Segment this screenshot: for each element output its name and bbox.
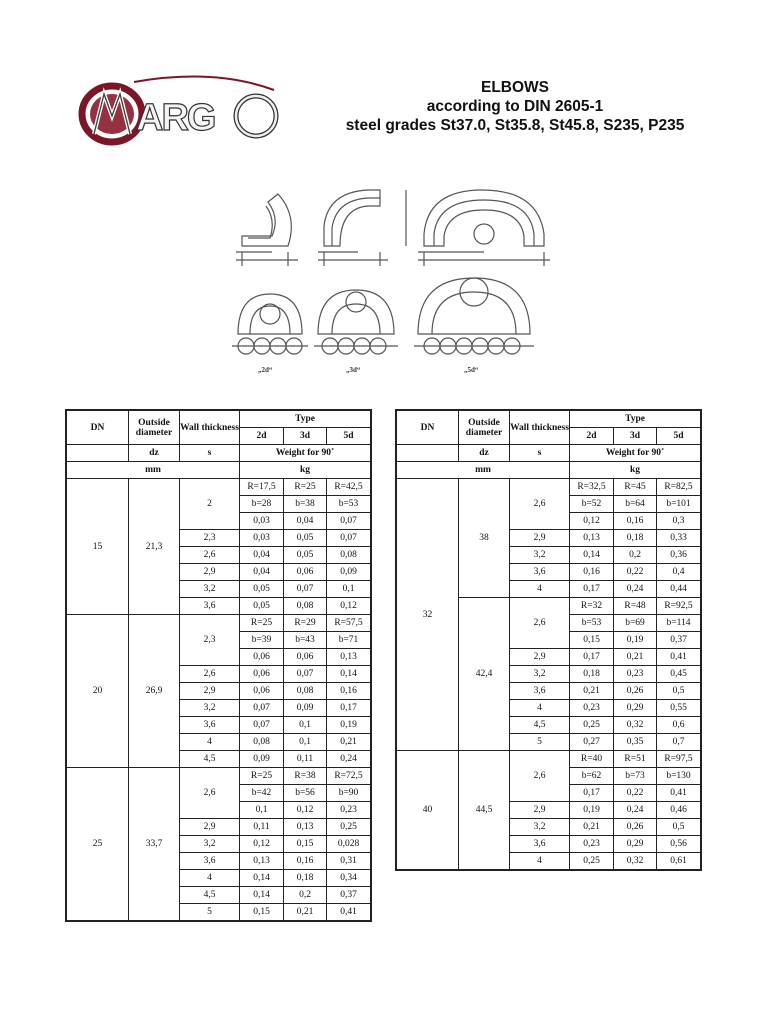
weight-cell: 0,07 (240, 717, 284, 734)
header-s: s (510, 445, 570, 462)
margo-logo (74, 72, 284, 150)
b-dimension-cell: b=130 (657, 768, 701, 785)
wall-thickness-cell: 2,6 (180, 768, 240, 819)
weight-cell: 0,17 (570, 785, 614, 802)
weight-cell: 0,05 (240, 581, 284, 598)
table-row (67, 479, 371, 496)
b-dimension-cell: b=43 (284, 632, 327, 649)
wall-thickness-cell: 4 (510, 581, 570, 598)
weight-cell: 0,06 (240, 666, 284, 683)
weight-cell: 0,37 (327, 887, 371, 904)
wall-thickness-cell: 4,5 (510, 717, 570, 734)
weight-cell: 0,1 (240, 802, 284, 819)
weight-cell: 0,23 (327, 802, 371, 819)
weight-cell: 0,41 (657, 649, 701, 666)
elbow-table-left (66, 410, 371, 921)
weight-cell: 0,55 (657, 700, 701, 717)
document-title (330, 78, 700, 135)
wall-thickness-cell: 2,6 (510, 598, 570, 649)
weight-cell: 0,14 (570, 547, 614, 564)
header-dn: DN (397, 411, 459, 445)
wall-thickness-cell: 3,2 (180, 700, 240, 717)
elbow-180-drawing (418, 190, 550, 266)
weight-cell: 0,07 (284, 581, 327, 598)
header-kg: kg (240, 462, 371, 479)
header-blank (67, 445, 129, 462)
weight-cell: 0,19 (614, 632, 657, 649)
wall-thickness-cell: 3,6 (180, 717, 240, 734)
header-type: Type (570, 411, 701, 428)
b-dimension-cell: b=52 (570, 496, 614, 513)
b-dimension-cell: b=56 (284, 785, 327, 802)
table-row (397, 479, 701, 496)
weight-cell: 0,44 (657, 581, 701, 598)
header-type: Type (240, 411, 371, 428)
label-3d: „3d“ (346, 366, 361, 374)
dn-cell: 25 (67, 768, 129, 921)
weight-cell: 0,14 (240, 870, 284, 887)
radius-cell: R=17,5 (240, 479, 284, 496)
weight-cell: 0,06 (284, 649, 327, 666)
wall-thickness-cell: 5 (180, 904, 240, 921)
weight-cell: 0,22 (614, 785, 657, 802)
weight-cell: 0,17 (570, 581, 614, 598)
weight-cell: 0,56 (657, 836, 701, 853)
wall-thickness-cell: 2,3 (180, 530, 240, 547)
weight-cell: 0,08 (284, 683, 327, 700)
weight-cell: 0,41 (327, 904, 371, 921)
header-s: s (180, 445, 240, 462)
elbow-3d-drawing (314, 290, 398, 354)
weight-cell: 0,21 (284, 904, 327, 921)
weight-cell: 0,24 (614, 581, 657, 598)
wall-thickness-cell: 4 (180, 734, 240, 751)
dn-cell: 32 (397, 479, 459, 751)
weight-cell: 0,25 (327, 819, 371, 836)
weight-cell: 0,26 (614, 819, 657, 836)
weight-cell: 0,16 (284, 853, 327, 870)
radius-cell: R=97,5 (657, 751, 701, 768)
weight-cell: 0,29 (614, 836, 657, 853)
weight-cell: 0,03 (240, 530, 284, 547)
outside-diameter-cell: 42,4 (459, 598, 510, 751)
table-row (67, 768, 371, 785)
wall-thickness-cell: 4,5 (180, 751, 240, 768)
weight-cell: 0,5 (657, 683, 701, 700)
weight-cell: 0,028 (327, 836, 371, 853)
weight-cell: 0,04 (284, 513, 327, 530)
weight-cell: 0,27 (570, 734, 614, 751)
weight-cell: 0,08 (284, 598, 327, 615)
header-2d: 2d (570, 428, 614, 445)
header-5d: 5d (327, 428, 371, 445)
b-dimension-cell: b=39 (240, 632, 284, 649)
wall-thickness-cell: 4,5 (180, 887, 240, 904)
header-outside-diameter: Outside diameter (459, 411, 510, 445)
weight-cell: 0,07 (327, 513, 371, 530)
b-dimension-cell: b=69 (614, 615, 657, 632)
wall-thickness-cell: 3,6 (510, 564, 570, 581)
elbow-45-drawing (236, 194, 298, 266)
radius-cell: R=42,5 (327, 479, 371, 496)
radius-cell: R=72,5 (327, 768, 371, 785)
b-dimension-cell: b=28 (240, 496, 284, 513)
outside-diameter-cell: 26,9 (129, 615, 180, 768)
elbow-2d-drawing (232, 294, 308, 354)
weight-cell: 0,3 (657, 513, 701, 530)
title-line-3: steel grades St37.0, St35.8, St45.8, S235, P235 (345, 117, 685, 134)
table-row (67, 615, 371, 632)
b-dimension-cell: b=114 (657, 615, 701, 632)
radius-cell: R=48 (614, 598, 657, 615)
weight-cell: 0,15 (284, 836, 327, 853)
weight-cell: 0,16 (327, 683, 371, 700)
table-row (397, 751, 701, 768)
b-dimension-cell: b=64 (614, 496, 657, 513)
weight-cell: 0,31 (327, 853, 371, 870)
radius-cell: R=82,5 (657, 479, 701, 496)
outside-diameter-cell: 33,7 (129, 768, 180, 921)
weight-cell: 0,35 (614, 734, 657, 751)
label-2d: „2d“ (258, 366, 273, 374)
weight-cell: 0,1 (284, 717, 327, 734)
header-5d: 5d (657, 428, 701, 445)
weight-cell: 0,05 (240, 598, 284, 615)
weight-cell: 0,21 (327, 734, 371, 751)
header-3d: 3d (614, 428, 657, 445)
b-dimension-cell: b=90 (327, 785, 371, 802)
b-dimension-cell: b=101 (657, 496, 701, 513)
radius-cell: R=29 (284, 615, 327, 632)
wall-thickness-cell: 4 (180, 870, 240, 887)
weight-cell: 0,2 (284, 887, 327, 904)
elbow-table-right (396, 410, 701, 870)
wall-thickness-cell: 2,9 (180, 564, 240, 581)
weight-cell: 0,21 (570, 819, 614, 836)
weight-cell: 0,2 (614, 547, 657, 564)
weight-cell: 0,24 (327, 751, 371, 768)
wall-thickness-cell: 3,2 (510, 547, 570, 564)
weight-cell: 0,23 (570, 700, 614, 717)
weight-cell: 0,33 (657, 530, 701, 547)
weight-cell: 0,29 (614, 700, 657, 717)
weight-cell: 0,21 (570, 683, 614, 700)
b-dimension-cell: b=38 (284, 496, 327, 513)
weight-cell: 0,16 (614, 513, 657, 530)
weight-cell: 0,04 (240, 547, 284, 564)
weight-cell: 0,19 (570, 802, 614, 819)
weight-cell: 0,18 (570, 666, 614, 683)
weight-cell: 0,21 (614, 649, 657, 666)
weight-cell: 0,14 (327, 666, 371, 683)
weight-cell: 0,12 (284, 802, 327, 819)
wall-thickness-cell: 2,6 (180, 547, 240, 564)
header-wall-thickness: Wall thickness (510, 411, 570, 445)
weight-cell: 0,09 (284, 700, 327, 717)
b-dimension-cell: b=53 (570, 615, 614, 632)
weight-cell: 0,13 (570, 530, 614, 547)
wall-thickness-cell: 3,2 (180, 581, 240, 598)
weight-cell: 0,12 (327, 598, 371, 615)
weight-cell: 0,06 (284, 564, 327, 581)
label-5d: „5d“ (464, 366, 479, 374)
weight-cell: 0,15 (240, 904, 284, 921)
wall-thickness-cell: 2 (180, 479, 240, 530)
weight-cell: 0,4 (657, 564, 701, 581)
weight-cell: 0,08 (327, 547, 371, 564)
radius-cell: R=38 (284, 768, 327, 785)
weight-cell: 0,11 (284, 751, 327, 768)
header-wall-thickness: Wall thickness (180, 411, 240, 445)
weight-cell: 0,06 (240, 649, 284, 666)
weight-cell: 0,23 (570, 836, 614, 853)
weight-cell: 0,13 (284, 819, 327, 836)
weight-cell: 0,07 (327, 530, 371, 547)
weight-cell: 0,13 (240, 853, 284, 870)
weight-cell: 0,14 (240, 887, 284, 904)
radius-cell: R=32,5 (570, 479, 614, 496)
weight-cell: 0,12 (570, 513, 614, 530)
wall-thickness-cell: 2,9 (510, 530, 570, 547)
header-2d: 2d (240, 428, 284, 445)
weight-cell: 0,61 (657, 853, 701, 870)
radius-cell: R=25 (284, 479, 327, 496)
elbow-diagrams (228, 186, 568, 386)
outside-diameter-cell: 44,5 (459, 751, 510, 870)
weight-cell: 0,17 (570, 649, 614, 666)
header-3d: 3d (284, 428, 327, 445)
wall-thickness-cell: 4 (510, 700, 570, 717)
wall-thickness-cell: 3,6 (510, 683, 570, 700)
header-weight: Weight for 90˚ (570, 445, 701, 462)
weight-cell: 0,13 (327, 649, 371, 666)
b-dimension-cell: b=53 (327, 496, 371, 513)
wall-thickness-cell: 4 (510, 853, 570, 870)
weight-cell: 0,09 (327, 564, 371, 581)
svg-text:ARG: ARG (136, 97, 215, 139)
wall-thickness-cell: 2,9 (510, 802, 570, 819)
dn-cell: 20 (67, 615, 129, 768)
header-weight: Weight for 90˚ (240, 445, 371, 462)
weight-cell: 0,09 (240, 751, 284, 768)
weight-cell: 0,1 (284, 734, 327, 751)
wall-thickness-cell: 2,9 (180, 819, 240, 836)
weight-cell: 0,32 (614, 717, 657, 734)
weight-cell: 0,5 (657, 819, 701, 836)
radius-cell: R=45 (614, 479, 657, 496)
header-outside-diameter: Outside diameter (129, 411, 180, 445)
weight-cell: 0,18 (284, 870, 327, 887)
weight-cell: 0,03 (240, 513, 284, 530)
radius-cell: R=32 (570, 598, 614, 615)
outside-diameter-cell: 21,3 (129, 479, 180, 615)
weight-cell: 0,17 (327, 700, 371, 717)
wall-thickness-cell: 3,6 (180, 853, 240, 870)
b-dimension-cell: b=73 (614, 768, 657, 785)
weight-cell: 0,08 (240, 734, 284, 751)
wall-thickness-cell: 2,6 (510, 751, 570, 802)
weight-cell: 0,18 (614, 530, 657, 547)
weight-cell: 0,23 (614, 666, 657, 683)
weight-cell: 0,12 (240, 836, 284, 853)
radius-cell: R=40 (570, 751, 614, 768)
header-dz: dz (459, 445, 510, 462)
elbow-90-drawing (318, 190, 406, 266)
radius-cell: R=92,5 (657, 598, 701, 615)
radius-cell: R=25 (240, 768, 284, 785)
wall-thickness-cell: 3,6 (510, 836, 570, 853)
weight-cell: 0,06 (240, 683, 284, 700)
wall-thickness-cell: 3,6 (180, 598, 240, 615)
title-line-1: ELBOWS (480, 79, 550, 96)
weight-cell: 0,11 (240, 819, 284, 836)
wall-thickness-cell: 2,9 (180, 683, 240, 700)
header-mm: mm (397, 462, 570, 479)
dn-cell: 40 (397, 751, 459, 870)
weight-cell: 0,15 (570, 632, 614, 649)
weight-cell: 0,7 (657, 734, 701, 751)
weight-cell: 0,19 (327, 717, 371, 734)
weight-cell: 0,22 (614, 564, 657, 581)
weight-cell: 0,25 (570, 853, 614, 870)
outside-diameter-cell: 38 (459, 479, 510, 598)
header-mm: mm (67, 462, 240, 479)
dn-cell: 15 (67, 479, 129, 615)
b-dimension-cell: b=42 (240, 785, 284, 802)
weight-cell: 0,04 (240, 564, 284, 581)
weight-cell: 0,41 (657, 785, 701, 802)
wall-thickness-cell: 2,6 (180, 666, 240, 683)
weight-cell: 0,16 (570, 564, 614, 581)
weight-cell: 0,1 (327, 581, 371, 598)
title-line-2: according to DIN 2605-1 (426, 98, 604, 115)
weight-cell: 0,36 (657, 547, 701, 564)
b-dimension-cell: b=71 (327, 632, 371, 649)
wall-thickness-cell: 2,6 (510, 479, 570, 530)
wall-thickness-cell: 2,9 (510, 649, 570, 666)
weight-cell: 0,05 (284, 530, 327, 547)
weight-cell: 0,46 (657, 802, 701, 819)
header-dz: dz (129, 445, 180, 462)
wall-thickness-cell: 3,2 (510, 819, 570, 836)
weight-cell: 0,07 (284, 666, 327, 683)
elbow-5d-drawing (414, 278, 534, 354)
weight-cell: 0,6 (657, 717, 701, 734)
b-dimension-cell: b=62 (570, 768, 614, 785)
weight-cell: 0,26 (614, 683, 657, 700)
weight-cell: 0,05 (284, 547, 327, 564)
header-kg: kg (570, 462, 701, 479)
header-blank (397, 445, 459, 462)
radius-cell: R=57,5 (327, 615, 371, 632)
wall-thickness-cell: 2,3 (180, 615, 240, 666)
radius-cell: R=25 (240, 615, 284, 632)
radius-cell: R=51 (614, 751, 657, 768)
weight-cell: 0,34 (327, 870, 371, 887)
weight-cell: 0,07 (240, 700, 284, 717)
weight-cell: 0,45 (657, 666, 701, 683)
header-dn: DN (67, 411, 129, 445)
weight-cell: 0,37 (657, 632, 701, 649)
weight-cell: 0,24 (614, 802, 657, 819)
wall-thickness-cell: 5 (510, 734, 570, 751)
weight-cell: 0,32 (614, 853, 657, 870)
weight-cell: 0,25 (570, 717, 614, 734)
wall-thickness-cell: 3,2 (180, 836, 240, 853)
wall-thickness-cell: 3,2 (510, 666, 570, 683)
